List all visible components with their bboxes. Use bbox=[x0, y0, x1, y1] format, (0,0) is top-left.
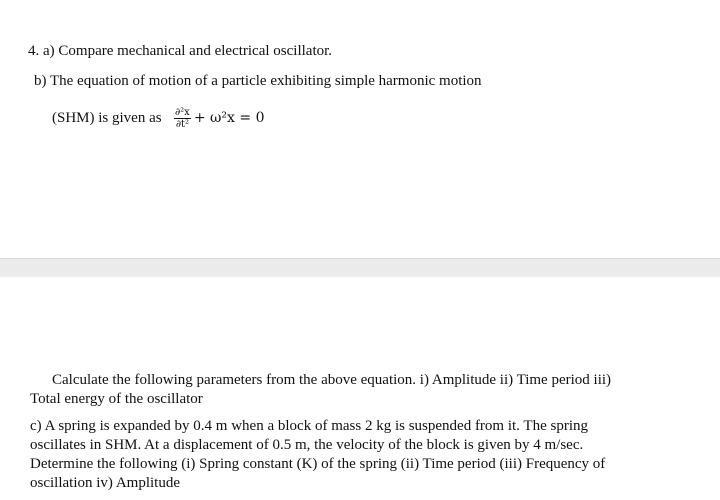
question-4c bbox=[30, 417, 670, 493]
fraction-denominator: ∂t² bbox=[175, 118, 190, 130]
equation-remainder: + ω²x = 0 bbox=[193, 110, 265, 126]
fraction-numerator: ∂²x bbox=[175, 106, 190, 118]
part-c-line-4: oscillation iv) Amplitude bbox=[30, 475, 180, 491]
calc-line-1: Calculate the following parameters from the above equation. i) Amplitude ii) Time period iii) bbox=[52, 372, 612, 388]
part-c-line-3: Determine the following (i) Spring constant (K) of the spring (ii) Time period (iii) Frequency of bbox=[30, 456, 606, 472]
document-page-bottom bbox=[0, 277, 720, 500]
question-4b-intro: b) The equation of motion of a particle exhibiting simple harmonic motion bbox=[34, 73, 482, 89]
calc-line-2: Total energy of the oscillator bbox=[30, 391, 203, 407]
question-4b-calculate bbox=[30, 371, 670, 409]
part-c-line-2: oscillates in SHM. At a displacement of 0.5 m, the velocity of the block is given by 4 m/sec. bbox=[30, 437, 584, 453]
shm-given-text: (SHM) is given as bbox=[52, 110, 162, 126]
part-c-line-1: c) A spring is expanded by 0.4 m when a block of mass 2 kg is suspended from it. The spring bbox=[30, 418, 588, 434]
shm-equation bbox=[174, 102, 264, 134]
page-break-divider bbox=[0, 258, 720, 278]
second-derivative-fraction bbox=[174, 107, 191, 130]
question-4a: 4. a) Compare mechanical and electrical oscillator. bbox=[28, 43, 333, 59]
